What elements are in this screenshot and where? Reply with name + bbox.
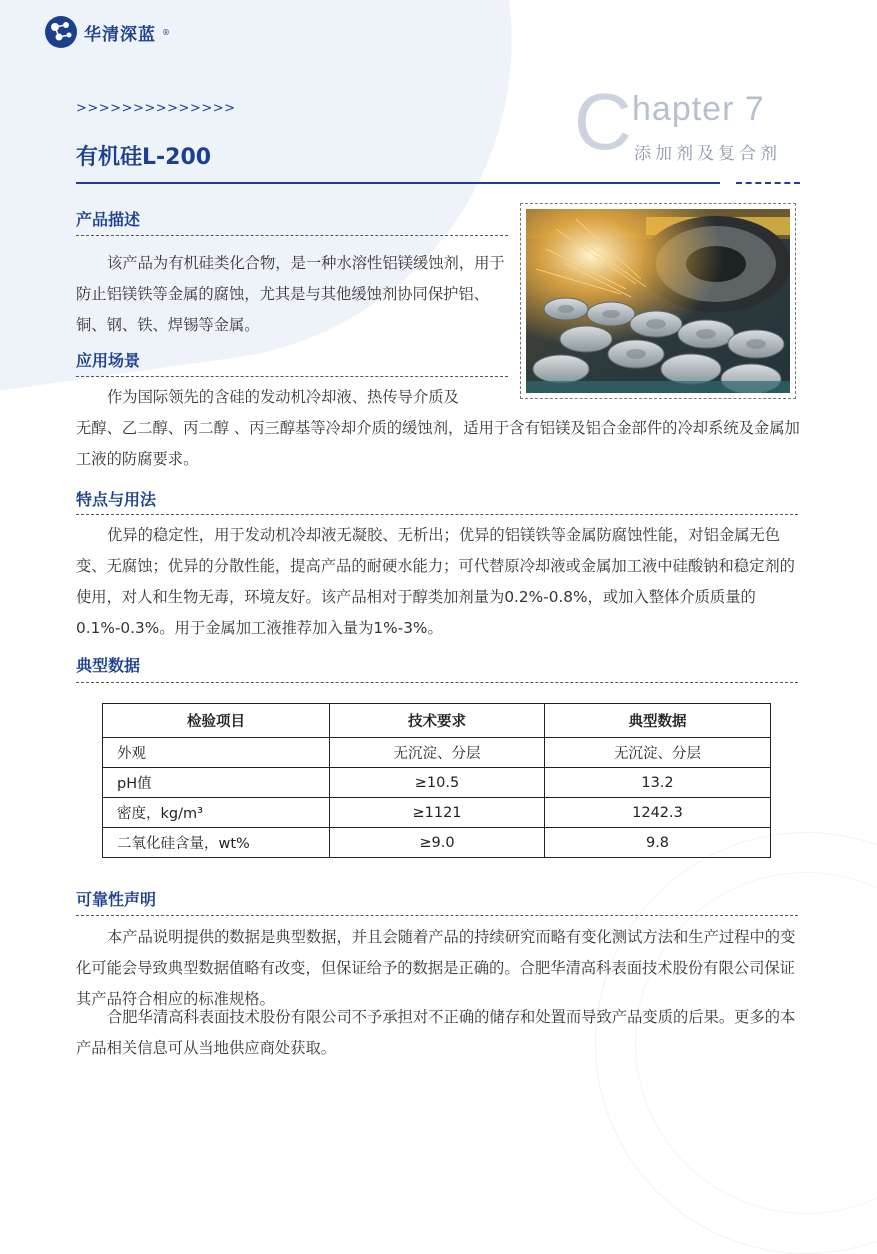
table-cell: 9.8 [545,828,771,858]
table-cell: ≥1121 [330,798,545,828]
grinding-photo-image [526,209,790,393]
table-header-cell: 典型数据 [545,704,771,738]
section-divider [76,514,798,515]
section-divider [76,376,508,377]
table-cell: 无沉淀、分层 [330,738,545,768]
title-underline [76,182,720,184]
chapter-label: hapter 7 [632,90,765,128]
table-row [103,828,771,858]
table-cell: ≥10.5 [330,768,545,798]
title-dash-line [736,182,800,184]
table-cell: 密度，kg/m³ [103,798,330,828]
section-heading-reliability: 可靠性声明 [76,890,157,909]
features-paragraph: 优异的稳定性，用于发动机冷却液无凝胶、无析出；优异的铝镁铁等金属防腐蚀性能，对铝金属无色变、无腐蚀；优异的分散性能，提高产品的耐硬水能力；可代替原冷却液或金属加工液中硅酸钠和稳定剂的使用，对人和生物无毒，环境友好。该产品相对于醇类加剂量为0.2%-0.8%，或加入整体介质质量的0.1%-0.3%。用于金属加工液推荐加入量为1%-3%。 [76,526,795,637]
chapter-initial: C [574,77,632,166]
table-cell: 13.2 [545,768,771,798]
table-cell: ≥9.0 [330,828,545,858]
section-heading-features: 特点与用法 [76,490,157,509]
table-row [103,768,771,798]
table-cell: 外观 [103,738,330,768]
section-divider [76,682,798,683]
product-photo [520,203,796,399]
table-header-row [103,704,771,738]
registered-mark: ® [162,27,170,37]
table-cell: 无沉淀、分层 [545,738,771,768]
page-title: 有机硅L-200 [76,145,212,170]
section-divider [76,235,508,236]
background-shape [0,0,553,402]
table-cell: 1242.3 [545,798,771,828]
company-logo [44,15,170,49]
logo-text: 华清深蓝 [84,24,156,45]
reliability-paragraph-2: 合肥华清高科表面技术股份有限公司不予承担对不正确的储存和处置而导致产品变质的后果。更多的本产品相关信息可从当地供应商处获取。 [76,1008,796,1057]
reliability-paragraph-1: 本产品说明提供的数据是典型数据，并且会随着产品的持续研究而略有变化测试方法和生产过程中的变化可能会导致典型数据值略有改变，但保证给予的数据是正确的。合肥华清高科表面技术股份有限公司保证其产品符合相应的标准规格。 [76,928,796,1008]
table-row [103,738,771,768]
arrow-decoration: >>>>>>>>>>>>>> [76,101,236,116]
table-cell: pH值 [103,768,330,798]
description-paragraph: 该产品为有机硅类化合物，是一种水溶性铝镁缓蚀剂，用于防止铝镁铁等金属的腐蚀，尤其是与其他缓蚀剂协同保护铝、铜、钢、铁、焊锡等金属。 [76,254,505,334]
typical-data-table [102,703,771,858]
table-header-cell: 技术要求 [330,704,545,738]
chapter-subtitle: 添加剂及复合剂 [634,144,781,164]
table-row [103,798,771,828]
table-cell: 二氧化硅含量，wt% [103,828,330,858]
application-paragraph-line1: 作为国际领先的含硅的发动机冷却液、热传导介质及 [107,388,459,406]
logo-mark-icon [44,15,78,49]
table-header-cell: 检验项目 [103,704,330,738]
section-heading-application: 应用场景 [76,351,141,370]
section-heading-typical-data: 典型数据 [76,656,141,675]
application-paragraph-rest: 无醇、乙二醇、丙二醇 、丙三醇基等冷却介质的缓蚀剂，适用于含有铝镁及铝合金部件的冷却系统及金属加工液的防腐要求。 [76,419,800,468]
section-heading-description: 产品描述 [76,210,141,229]
section-divider [76,915,798,916]
